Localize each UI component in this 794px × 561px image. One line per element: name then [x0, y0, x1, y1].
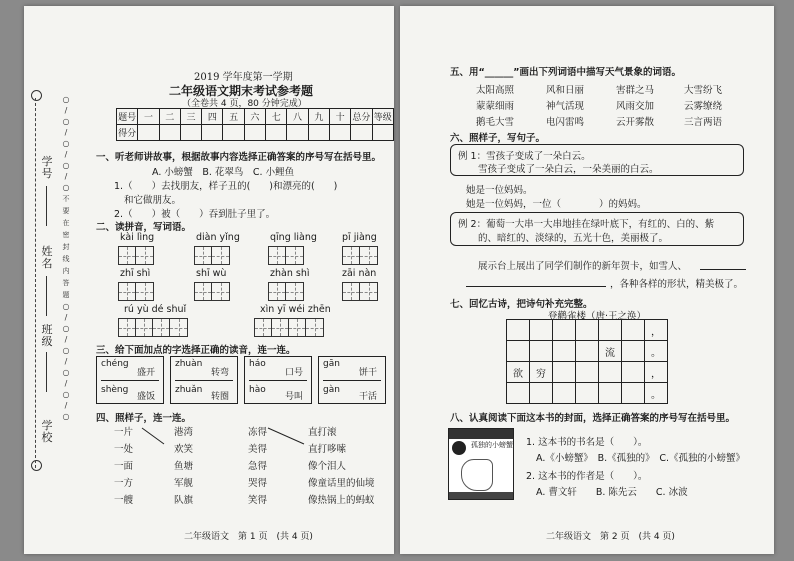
exam-note: （全卷共 4 页，80 分钟完成）: [182, 99, 307, 109]
poem-cell[interactable]: [599, 383, 622, 404]
poem-cell[interactable]: [507, 341, 530, 362]
poem-cell[interactable]: [507, 383, 530, 404]
q6-line-d: ，各种各样的形状，精美极了。: [610, 279, 744, 290]
weather-word-option[interactable]: 太阳高照: [476, 85, 515, 96]
pinyin-label: pī jiàng: [342, 232, 377, 243]
score-cell[interactable]: [329, 125, 350, 141]
pinyin-option: zhuǎn: [175, 385, 203, 395]
class-label: 班 级: [41, 323, 53, 348]
q5-title: 五、用“______”画出下列词语中描写天气景象的词语。: [450, 67, 681, 78]
name-field[interactable]: [46, 276, 47, 316]
word-option: 饼干: [359, 368, 378, 378]
pinyin-option: gān: [323, 359, 340, 369]
book-cover: [448, 428, 514, 500]
connect-item[interactable]: 直打哆嗦: [308, 444, 347, 455]
word-option: 盛开: [137, 368, 156, 378]
pinyin-label: xìn yī wéi zhēn: [260, 304, 331, 315]
score-table: [116, 108, 394, 141]
pinyin-option: háo: [249, 359, 266, 369]
weather-word-option[interactable]: 云雾缭绕: [684, 101, 723, 112]
pinyin-option: shèng: [101, 385, 129, 395]
connect-item[interactable]: 欢笑: [174, 444, 194, 455]
writing-grid[interactable]: [268, 282, 304, 301]
q8-title: 八、认真阅读下面这本书的封面，选择正确答案的序号写在括号里。: [450, 413, 736, 424]
connect-item[interactable]: 像个泪人: [308, 461, 347, 472]
pinyin-label: qīng liàng: [270, 232, 317, 243]
connect-item[interactable]: 一片: [114, 427, 134, 438]
score-header-cell: 题号: [117, 109, 138, 125]
q1-title: 一、听老师讲故事，根据故事内容选择正确答案的序号写在括号里。: [96, 152, 382, 163]
poem-cell: 。: [645, 341, 668, 362]
poem-cell[interactable]: [530, 383, 553, 404]
score-header-cell: 二: [159, 109, 180, 125]
score-row-label: 得分: [117, 125, 138, 141]
poem-cell[interactable]: [622, 362, 645, 383]
poem-cell[interactable]: [530, 320, 553, 341]
score-cell[interactable]: [223, 125, 244, 141]
word-option: 号叫: [285, 392, 304, 402]
score-header-cell: 十: [329, 109, 350, 125]
word-option: 转弯: [211, 368, 230, 378]
connect-item[interactable]: 笑得: [248, 495, 268, 506]
pinyin-label: zhàn shì: [270, 268, 310, 279]
name-label: 姓 名: [41, 245, 53, 270]
binding-margin: [24, 6, 74, 554]
q4-title: 四、照样子，连一连。: [96, 413, 192, 424]
weather-word-option[interactable]: 蒙蒙细雨: [476, 101, 515, 112]
poem-cell[interactable]: [576, 383, 599, 404]
poem-cell[interactable]: [599, 320, 622, 341]
pinyin-option: gàn: [323, 385, 340, 395]
poem-cell[interactable]: [622, 383, 645, 404]
poem-cell[interactable]: [553, 383, 576, 404]
binding-hole-icon: [31, 460, 42, 471]
writing-grid[interactable]: [118, 282, 154, 301]
reading-choice-box[interactable]: [96, 356, 164, 404]
weather-word-option[interactable]: 云开雾散: [616, 117, 655, 128]
pinyin-label: zāi nàn: [342, 268, 377, 279]
connect-item[interactable]: 一方: [114, 478, 134, 489]
connect-item[interactable]: 急得: [248, 461, 268, 472]
writing-grid[interactable]: [342, 246, 378, 265]
poem-cell[interactable]: [576, 341, 599, 362]
left-page: [24, 6, 394, 554]
score-header-cell: 七: [266, 109, 287, 125]
q1-options: A. 小螃蟹 B. 花翠鸟 C. 小鲤鱼: [152, 167, 295, 178]
pinyin-label: diàn yǐng: [196, 232, 240, 243]
connect-item[interactable]: 一艘: [114, 495, 134, 506]
poem-cell: 。: [645, 383, 668, 404]
poem-title: 登鹳雀楼（唐·王之涣）: [548, 311, 647, 322]
pinyin-option: zhuàn: [175, 359, 203, 369]
score-header-cell: 等级: [372, 109, 393, 125]
student-number-field[interactable]: [46, 186, 47, 226]
pinyin-option: chéng: [101, 359, 129, 369]
score-cell[interactable]: [372, 125, 393, 141]
poem-cell[interactable]: [622, 341, 645, 362]
word-option: 盛饭: [137, 392, 156, 402]
reading-choice-box[interactable]: [318, 356, 386, 404]
class-field[interactable]: [46, 352, 47, 392]
score-header-cell: 四: [202, 109, 223, 125]
weather-word-option[interactable]: 三言两语: [684, 117, 723, 128]
writing-grid[interactable]: [268, 246, 304, 265]
answer-line[interactable]: [700, 269, 746, 270]
q2-title: 二、读拼音，写词语。: [96, 222, 192, 233]
connect-item[interactable]: 军舰: [174, 478, 194, 489]
q1-line1: 1.（ ）去找朋友，样子丑的( )和漂亮的( ): [114, 181, 338, 192]
q8-question1: 1. 这本书的书名是（ ）。: [526, 437, 648, 448]
writing-grid[interactable]: [118, 246, 154, 265]
right-page: [400, 6, 774, 554]
answer-line[interactable]: [466, 286, 606, 287]
weather-word-option[interactable]: 风雨交加: [616, 101, 655, 112]
reading-choice-box[interactable]: [170, 356, 238, 404]
badge-icon: [452, 441, 466, 455]
score-cell[interactable]: [202, 125, 223, 141]
connect-item[interactable]: 像热锅上的蚂蚁: [308, 495, 375, 506]
q6-line-b[interactable]: 她是一位妈妈，一位（ ）的妈妈。: [466, 199, 647, 210]
connect-item[interactable]: 冻得: [248, 427, 268, 438]
poem-grid[interactable]: [506, 319, 668, 404]
q6-line-a: 她是一位妈妈。: [466, 185, 533, 196]
connect-item[interactable]: 像童话里的仙境: [308, 478, 375, 489]
exam-title: 二年级语文期末考试参考题: [169, 84, 314, 98]
score-header-cell: 九: [308, 109, 329, 125]
connect-item[interactable]: 队旗: [174, 495, 194, 506]
pinyin-label: shī wù: [196, 268, 227, 279]
writing-grid[interactable]: [194, 246, 230, 265]
poem-cell[interactable]: [530, 341, 553, 362]
poem-cell: ，: [645, 362, 668, 383]
score-cell[interactable]: [180, 125, 201, 141]
weather-word-option[interactable]: 神气活现: [546, 101, 585, 112]
poem-cell[interactable]: [576, 362, 599, 383]
q1-line2: 2.（ ）被（ ）吞到肚子里了。: [114, 209, 276, 220]
score-cell[interactable]: [244, 125, 265, 141]
score-cell[interactable]: [138, 125, 159, 141]
q6-title: 六、照样子，写句子。: [450, 133, 546, 144]
poem-cell[interactable]: [553, 341, 576, 362]
connect-item[interactable]: 鱼塘: [174, 461, 194, 472]
connect-item[interactable]: 哭得: [248, 478, 268, 489]
semester-text: 2019 学年度第一学期: [194, 72, 293, 83]
book-cover-title: 孤独的小螃蟹: [471, 441, 513, 449]
score-cell[interactable]: [159, 125, 180, 141]
writing-grid[interactable]: [194, 282, 230, 301]
poem-cell: ，: [645, 320, 668, 341]
school-label: 学 校: [41, 419, 53, 444]
connect-item[interactable]: 港湾: [174, 427, 194, 438]
left-footer: 二年级语文 第 1 页 (共 4 页): [184, 532, 313, 542]
q8-question1-options: A.《小螃蟹》 B.《孤独的》 C.《孤独的小螃蟹》: [536, 453, 746, 464]
score-header-cell: 总分: [351, 109, 372, 125]
word-option: 干活: [359, 392, 378, 402]
example-2-line2: 的、暗红的、淡绿的，五光十色，美丽极了。: [478, 233, 669, 244]
score-header-cell: 三: [180, 109, 201, 125]
poem-cell: 欲: [507, 362, 530, 383]
score-header-cell: 一: [138, 109, 159, 125]
seal-line: [35, 98, 36, 468]
q3-title: 三、给下面加点的字选择正确的读音，连一连。: [96, 345, 296, 356]
poem-cell[interactable]: [576, 320, 599, 341]
pinyin-label: zhī shì: [120, 268, 151, 279]
score-cell[interactable]: [351, 125, 372, 141]
example-2-line1: 例 2：葡萄一大串一大串地挂在绿叶底下，有红的、白的、紫: [458, 219, 715, 230]
score-cell[interactable]: [266, 125, 287, 141]
weather-word-option[interactable]: 风和日丽: [546, 85, 585, 96]
pinyin-label: kài lìng: [120, 232, 155, 243]
poem-cell[interactable]: [507, 320, 530, 341]
weather-word-option[interactable]: 大雪纷飞: [684, 85, 723, 96]
connect-item[interactable]: 美得: [248, 444, 268, 455]
word-option: 口号: [285, 368, 304, 378]
example-1-line2: 雪孩子变成了一朵白云，一朵美丽的白云。: [478, 164, 659, 175]
q8-question2: 2. 这本书的作者是（ ）。: [526, 471, 648, 482]
poem-cell[interactable]: [553, 320, 576, 341]
score-header-cell: 八: [287, 109, 308, 125]
writing-grid[interactable]: [118, 318, 188, 337]
poem-cell[interactable]: [599, 362, 622, 383]
score-header-cell: 五: [223, 109, 244, 125]
q1-line1b: 和它做朋友。: [124, 195, 182, 206]
score-cell[interactable]: [287, 125, 308, 141]
word-option: 转圈: [211, 392, 230, 402]
weather-word-option[interactable]: 电闪雷鸣: [546, 117, 585, 128]
connect-item[interactable]: 直打滚: [308, 427, 337, 438]
binding-hole-icon: [31, 90, 42, 101]
weather-word-option[interactable]: 鹅毛大雪: [476, 117, 515, 128]
score-cell[interactable]: [308, 125, 329, 141]
poem-cell[interactable]: [553, 362, 576, 383]
example-1-line1: 例 1：雪孩子变成了一朵白云。: [458, 151, 591, 162]
pinyin-option: hào: [249, 385, 266, 395]
weather-word-option[interactable]: 害群之马: [616, 85, 655, 96]
poem-cell: 流: [599, 341, 622, 362]
pinyin-label: rú yù dé shuǐ: [124, 304, 187, 315]
right-footer: 二年级语文 第 2 页 (共 4 页): [546, 532, 675, 542]
seal-warning-text: ○ / ○ / ○ / ○ / ○ 不 要 在 密 封 线 内 答 题 ○ / ○ / ○ / ○ / ○ / ○: [62, 95, 70, 421]
writing-grid[interactable]: [254, 318, 324, 337]
crab-illustration-icon: [461, 459, 493, 491]
student-number-label: 学 号: [41, 155, 53, 180]
q6-line-c: 展示台上展出了同学们制作的新年贺卡，如雪人、: [478, 261, 688, 272]
reading-choice-box[interactable]: [244, 356, 312, 404]
writing-grid[interactable]: [342, 282, 378, 301]
score-header-cell: 六: [244, 109, 265, 125]
connect-item[interactable]: 一面: [114, 461, 134, 472]
connect-item[interactable]: 一处: [114, 444, 134, 455]
poem-cell[interactable]: [622, 320, 645, 341]
q8-question2-options: A. 曹文轩 B. 陈先云 C. 冰波: [536, 487, 688, 498]
poem-cell: 穷: [530, 362, 553, 383]
q7-title: 七、回忆古诗，把诗句补充完整。: [450, 299, 593, 310]
